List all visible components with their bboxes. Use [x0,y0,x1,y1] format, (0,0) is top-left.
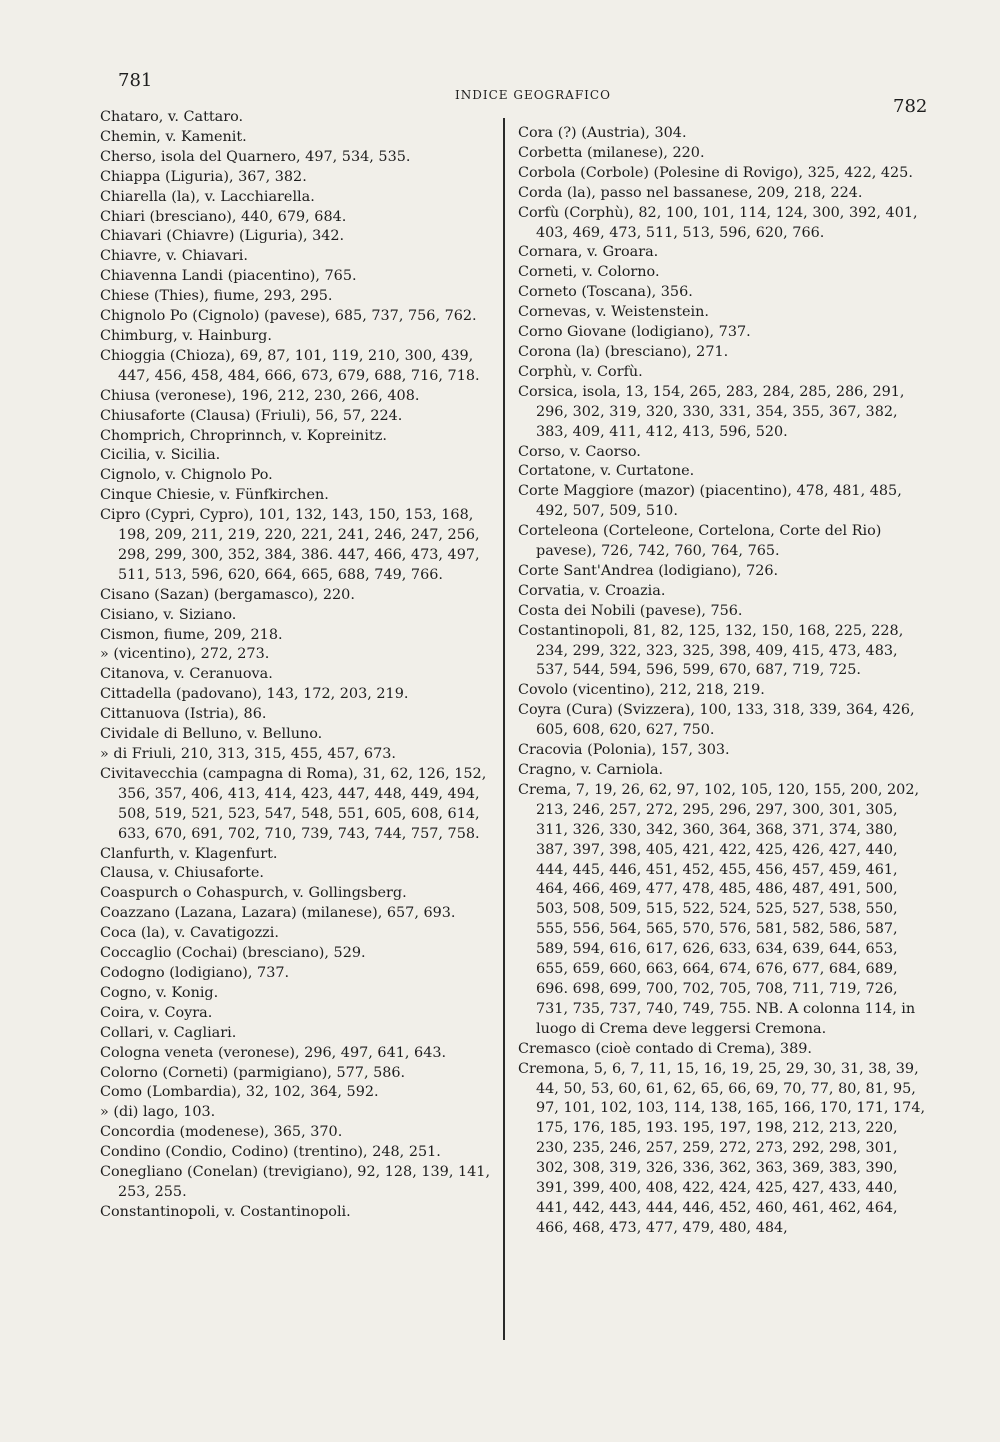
index-entry: Chiusa (veronese), 196, 212, 230, 266, 408. [100,387,420,404]
index-entry: Corneti, v. Colorno. [518,264,660,281]
index-entry: Cremasco (cioè contado di Crema), 389. [518,1040,812,1057]
column-divider [503,118,505,1340]
index-entry: Codogno (lodigiano), 737. [100,964,290,981]
index-entry: Corphù, v. Corfù. [518,363,643,380]
index-entry: Cologna veneta (veronese), 296, 497, 641, 643. [100,1044,447,1061]
index-entry: Cittadella (padovano), 143, 172, 203, 219. [100,686,409,703]
index-entry: Condino (Condio, Codino) (trentino), 248, 251. [100,1144,441,1161]
index-entry: Chiavenna Landi (piacentino), 765. [100,268,357,285]
index-entry: Cherso, isola del Quarnero, 497, 534, 535. [100,148,411,165]
index-entry: Chiappa (Liguria), 367, 382. [100,168,307,185]
index-entry: Chiavari (Chiavre) (Liguria), 342. [100,228,345,245]
index-entry: » (di) lago, 103. [100,1104,216,1121]
index-entry: Clausa, v. Chiusaforte. [100,865,265,882]
index-entry: Coyra (Cura) (Svizzera), 100, 133, 318, 339, 364, 426, 605, 608, 620, 627, 750. [518,702,915,739]
index-entry: Cisiano, v. Siziano. [100,606,237,623]
index-entry: Clanfurth, v. Klagenfurt. [100,845,278,862]
index-entry: Coira, v. Coyra. [100,1004,213,1021]
index-entry: Cinque Chiesie, v. Fünfkirchen. [100,487,329,504]
index-entry: Corte Maggiore (mazor) (piacentino), 478, 481, 485, 492, 507, 509, 510. [518,483,902,520]
index-entry: Corvatia, v. Croazia. [518,582,666,599]
index-entry: » (vicentino), 272, 273. [100,646,270,663]
index-entry: Como (Lombardia), 32, 102, 364, 592. [100,1084,379,1101]
index-entry: Constantinopoli, v. Costantinopoli. [100,1203,351,1220]
index-entry: Chiari (bresciano), 440, 679, 684. [100,208,347,225]
index-entry: Corneto (Toscana), 356. [518,284,693,301]
index-entry: Cisano (Sazan) (bergamasco), 220. [100,586,355,603]
index-entry: Coaspurch o Cohaspurch, v. Gollingsberg. [100,885,407,902]
index-entry: Cragno, v. Carniola. [518,762,664,778]
index-entry: Civitavecchia (campagna di Roma), 31, 62, 126, 152, 356, 357, 406, 413, 414, 423, 447, 448, 449, 494, 508, 519, 521, 523, 547, 548, 551, 605, 608, 614, 633, 670, 691, 702, 710, 739, 743, 744, 757, 758. [100,765,487,842]
right-column [518,124,930,1239]
index-entry: Cividale di Belluno, v. Belluno. [100,726,323,743]
page-number-right: 782 [893,96,928,117]
page-title: INDICE GEOGRAFICO [455,88,611,102]
index-entry: Costantinopoli, 81, 82, 125, 132, 150, 168, 225, 228, 234, 299, 322, 323, 325, 398, 409, 415, 473, 483, 537, 544, 594, 596, 599, 670, 687, 719, 725. [518,622,904,679]
index-entry: Chioggia (Chioza), 69, 87, 101, 119, 210, 300, 439, 447, 456, 458, 484, 666, 673, 679, 688, 716, 718. [100,347,480,384]
index-entry: Cornevas, v. Weistenstein. [518,304,709,321]
index-entry: Cornara, v. Groara. [518,244,659,261]
page-number-left: 781 [118,70,153,91]
index-entry: Corda (la), passo nel bassanese, 209, 218, 224. [518,184,863,201]
index-entry: Cortatone, v. Curtatone. [518,463,695,480]
index-entry: Coazzano (Lazana, Lazara) (milanese), 657, 693. [100,905,456,922]
index-entry: Corfù (Corphù), 82, 100, 101, 114, 124, 300, 392, 401, 403, 469, 473, 511, 513, 596, 620, 766. [518,204,918,241]
index-entry: Corte Sant'Andrea (lodigiano), 726. [518,562,779,579]
index-entry: Chiavre, v. Chiavari. [100,248,248,265]
index-entry: Cremona, 5, 6, 7, 11, 15, 16, 19, 25, 29, 30, 31, 38, 39, 44, 50, 53, 60, 61, 62, 65, 66, 69, 70, 77, 80, 81, 95, 97, 101, 102, 103, 114, 138, 165, 166, 170, 171, 174, 175, 176, 185, 193. 195, 197, 198, 212, 213, 220, 230, 235, 246, 257, 259, 272, 273, 292, 298, 301, 302, 308, 319, 326, 336, 362, 363, 369, 383, 390, 391, 399, 400, 408, 422, 424, 425, 427, 433, 440, 441, 442, 443, 444, 446, 452, 460, 461, 462, 464, 466, 468, 473, 477, 479, 480, 484, [518,1060,926,1236]
index-entry: Chataro, v. Cattaro. [100,109,244,125]
index-entry: Corbola (Corbole) (Polesine di Rovigo), 325, 422, 425. [518,164,913,181]
index-entry: Cicilia, v. Sicilia. [100,447,221,464]
index-entry: Chomprich, Chroprinnch, v. Kopreinitz. [100,427,387,444]
index-entry: Chiese (Thies), fiume, 293, 295. [100,288,333,305]
index-entry: Crema, 7, 19, 26, 62, 97, 102, 105, 120, 155, 200, 202, 213, 246, 257, 272, 295, 296, 297, 300, 301, 305, 311, 326, 330, 342, 360, 364, 368, 371, 374, 380, 387, 397, 398, 405, 421, 422, 425, 426, 427, 440, 444, 445, 446, 451, 452, 455, 456, 457, 459, 461, 464, 466, 469, 477, 478, 485, 486, 487, 491, 500, 503, 508, 509, 515, 522, 524, 525, 527, 538, 550, 555, 556, 564, 565, 570, 576, 581, 582, 586, 587, 589, 594, 616, 617, 626, 633, 634, 639, 644, 653, 655, 659, 660, 663, 664, 674, 676, 677, 684, 689, 696. 698, 699, 700, 702, 705, 708, 711, 719, 726, 731, 735, 737, 740, 749, 755. NB. A colonna 114, in luogo di Crema deve leggersi Cremona. [518,781,920,1037]
index-entry: Chignolo Po (Cignolo) (pavese), 685, 737, 756, 762. [100,308,477,325]
index-entry: Cora (?) (Austria), 304. [518,125,687,141]
index-entry: » di Friuli, 210, 313, 315, 455, 457, 673. [100,746,396,762]
index-entry: Cignolo, v. Chignolo Po. [100,467,273,484]
index-entry: Corteleona (Corteleone, Cortelona, Corte del Rio) pavese), 726, 742, 760, 764, 765. [518,523,882,560]
index-entry: Cracovia (Polonia), 157, 303. [518,742,730,759]
index-entry: Coccaglio (Cochai) (bresciano), 529. [100,945,366,962]
index-entry: Chimburg, v. Hainburg. [100,327,272,344]
index-entry: Chiusaforte (Clausa) (Friuli), 56, 57, 224. [100,407,403,424]
index-entry: Collari, v. Cagliari. [100,1024,237,1041]
index-entry: Corso, v. Caorso. [518,443,641,460]
index-entry: Cismon, fiume, 209, 218. [100,626,283,643]
index-entry: Corbetta (milanese), 220. [518,144,705,161]
index-entry: Colorno (Corneti) (parmigiano), 577, 586. [100,1064,406,1081]
index-entry: Chemin, v. Kamenit. [100,128,247,145]
index-entry: Conegliano (Conelan) (trevigiano), 92, 128, 139, 141, 253, 255. [100,1164,491,1200]
index-entry: Corno Giovane (lodigiano), 737. [518,324,751,341]
index-entry: Coca (la), v. Cavatigozzi. [100,925,279,942]
index-entry: Cogno, v. Konig. [100,984,219,1001]
index-entry: Cittanuova (Istria), 86. [100,706,267,723]
index-entry: Cipro (Cypri, Cypro), 101, 132, 143, 150, 153, 168, 198, 209, 211, 219, 220, 221, 241, 246, 247, 256, 298, 299, 300, 352, 384, 386. 447, 466, 473, 497, 511, 513, 596, 620, 664, 665, 688, 749, 766. [100,507,480,583]
index-entry: Corsica, isola, 13, 154, 265, 283, 284, 285, 286, 291, 296, 302, 319, 320, 330, 331, 354, 355, 367, 382, 383, 409, 411, 412, 413, 596, 520. [518,383,905,440]
index-entry: Covolo (vicentino), 212, 218, 219. [518,682,765,699]
index-entry: Corona (la) (bresciano), 271. [518,343,729,360]
left-column [100,108,500,1223]
index-entry: Citanova, v. Ceranuova. [100,666,273,683]
index-entry: Concordia (modenese), 365, 370. [100,1124,343,1141]
index-entry: Chiarella (la), v. Lacchiarella. [100,188,315,205]
index-entry: Costa dei Nobili (pavese), 756. [518,602,743,619]
